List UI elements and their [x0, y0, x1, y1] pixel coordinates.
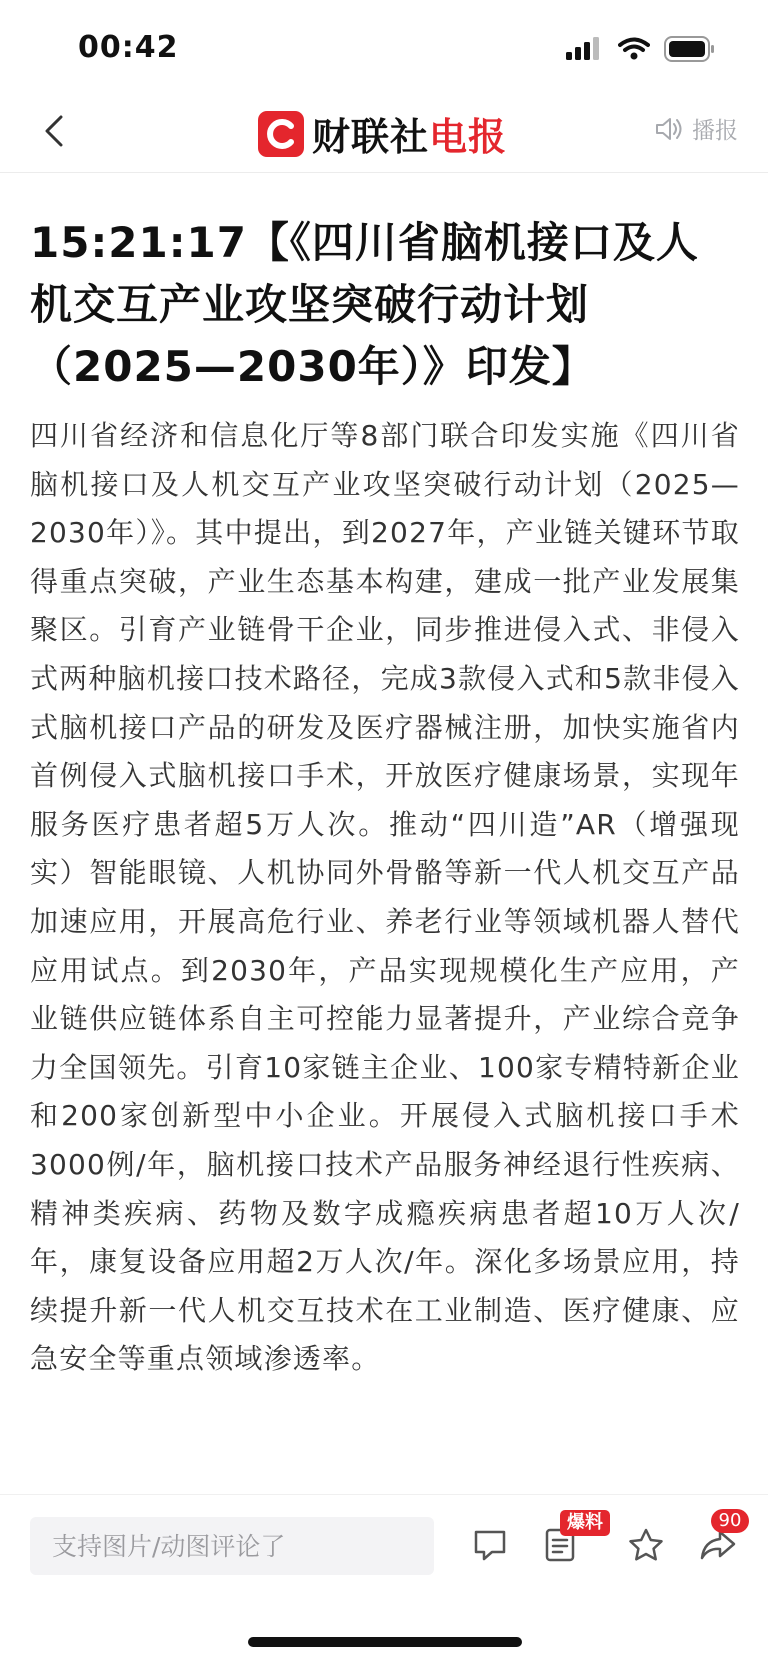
back-button[interactable] — [34, 108, 74, 154]
battery-icon — [664, 36, 716, 62]
share-count-badge: 90 — [711, 1509, 749, 1533]
nav-bar — [0, 92, 768, 173]
status-bar — [0, 0, 768, 92]
brand-prefix: 财联社 — [312, 115, 430, 159]
bottom-action-bar — [0, 1494, 768, 1615]
brand-name — [312, 106, 507, 161]
article-body: 四川省经济和信息化厅等8部门联合印发实施《四川省脑机接口及人机交互产业攻坚突破行动计划（2025—2030年）》。其中提出，到2027年，产业链关键环节取得重点突破，产业生态基本构建，建成一批产业发展集聚区。引育产业链骨干企业，同步推进侵入式、非侵入式两种脑机接口技术路径，完成3款侵入式和5款非侵入式脑机接口产品的研发及医疗器械注册，加快实施省内首例侵入式脑机接口手术，开放医疗健康场景，实现年服务医疗患者超5万人次。推动“四川造”AR（增强现实）智能眼镜、人机协同外骨骼等新一代人机交互产品加速应用，开展高危行业、养老行业等领域机器人替代应用试点。到2030年，产品实现规模化生产应用，产业链供应链体系自主可控能力显著提升，产业综合竞争力全国领先。引育10家链主企业、100家专精特新企业和200家创新型中小企业。开展侵入式脑机接口手术3000例/年，脑机接口技术产品服务神经退行性疾病、精神类疾病、药物及数字成瘾疾病患者超10万人次/年，康复设备应用超2万人次/年。深化多场景应用，持续提升新一代人机交互技术在工业制造、医疗健康、应急安全等重点领域渗透率。 — [30, 419, 740, 1376]
cls-logo-icon — [258, 111, 304, 157]
speaker-icon — [654, 115, 684, 143]
cellular-signal-icon — [566, 37, 604, 61]
broadcast-label: 播报 — [692, 118, 738, 144]
favorite-button[interactable] — [624, 1523, 668, 1567]
comment-input[interactable] — [30, 1517, 434, 1575]
report-badge: 爆料 — [560, 1510, 610, 1536]
brand-suffix: 电报 — [429, 115, 508, 159]
star-icon — [627, 1527, 665, 1563]
wifi-icon — [618, 37, 650, 61]
article-headline: 15:21:17【《四川省脑机接口及人机交互产业攻坚突破行动计划（2025—2030年）》印发】 — [30, 218, 699, 391]
home-indicator[interactable] — [248, 1637, 522, 1647]
brand-logo — [258, 106, 507, 161]
chevron-left-icon — [43, 114, 65, 148]
comment-button[interactable] — [468, 1523, 512, 1567]
status-time: 00:42 — [78, 30, 179, 65]
broadcast-button[interactable] — [654, 112, 738, 145]
comment-icon — [472, 1528, 508, 1562]
status-icons — [566, 36, 716, 62]
